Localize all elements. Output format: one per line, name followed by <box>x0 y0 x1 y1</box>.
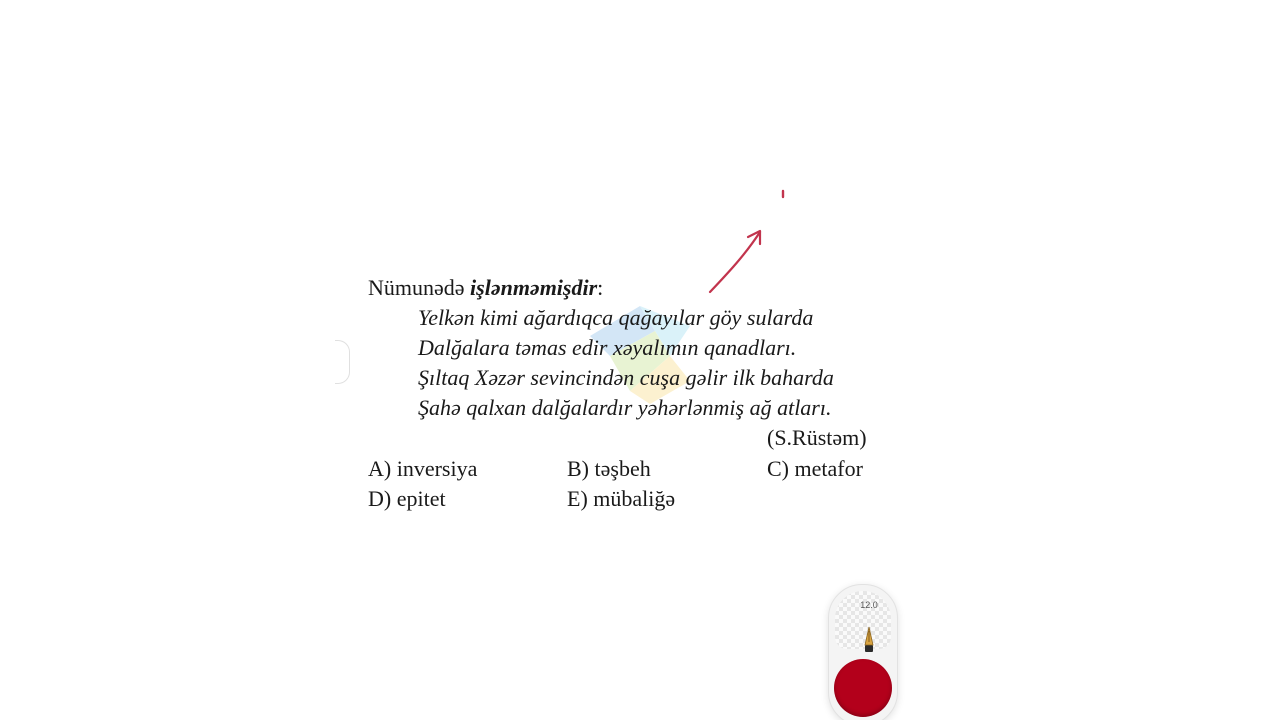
verse-line-2: Dalğalara təmas edir xəyalımın qanadları. <box>418 335 797 360</box>
pen-settings-button[interactable] <box>835 591 891 649</box>
pen-tool-widget[interactable] <box>828 584 898 720</box>
arrow-annotation-icon <box>700 185 800 300</box>
poem-author: (S.Rüstəm) <box>767 425 867 450</box>
pen-size-label: 12.0 <box>860 600 878 610</box>
prompt-emphasis: işlənməmişdir <box>470 275 598 300</box>
fountain-pen-icon <box>861 623 877 653</box>
option-a: A) inversiya <box>368 456 478 481</box>
verse-line-1: Yelkən kimi ağardıqca qağayılar göy sularda <box>418 305 814 330</box>
option-e: E) mübaliğə <box>567 486 676 511</box>
prompt-prefix: Nümunədə <box>368 275 465 300</box>
option-d: D) epitet <box>368 486 446 511</box>
option-b: B) təşbeh <box>567 456 651 481</box>
question-prompt <box>368 273 603 303</box>
prompt-suffix: : <box>597 275 604 300</box>
record-button[interactable] <box>834 659 892 717</box>
verse-line-3: Şıltaq Xəzər sevincindən cuşa gəlir ilk baharda <box>418 365 834 390</box>
option-c: C) metafor <box>767 456 863 481</box>
edge-handle <box>335 340 350 384</box>
verse-line-4: Şahə qalxan dalğalardır yəhərlənmiş ağ atları. <box>418 395 832 420</box>
